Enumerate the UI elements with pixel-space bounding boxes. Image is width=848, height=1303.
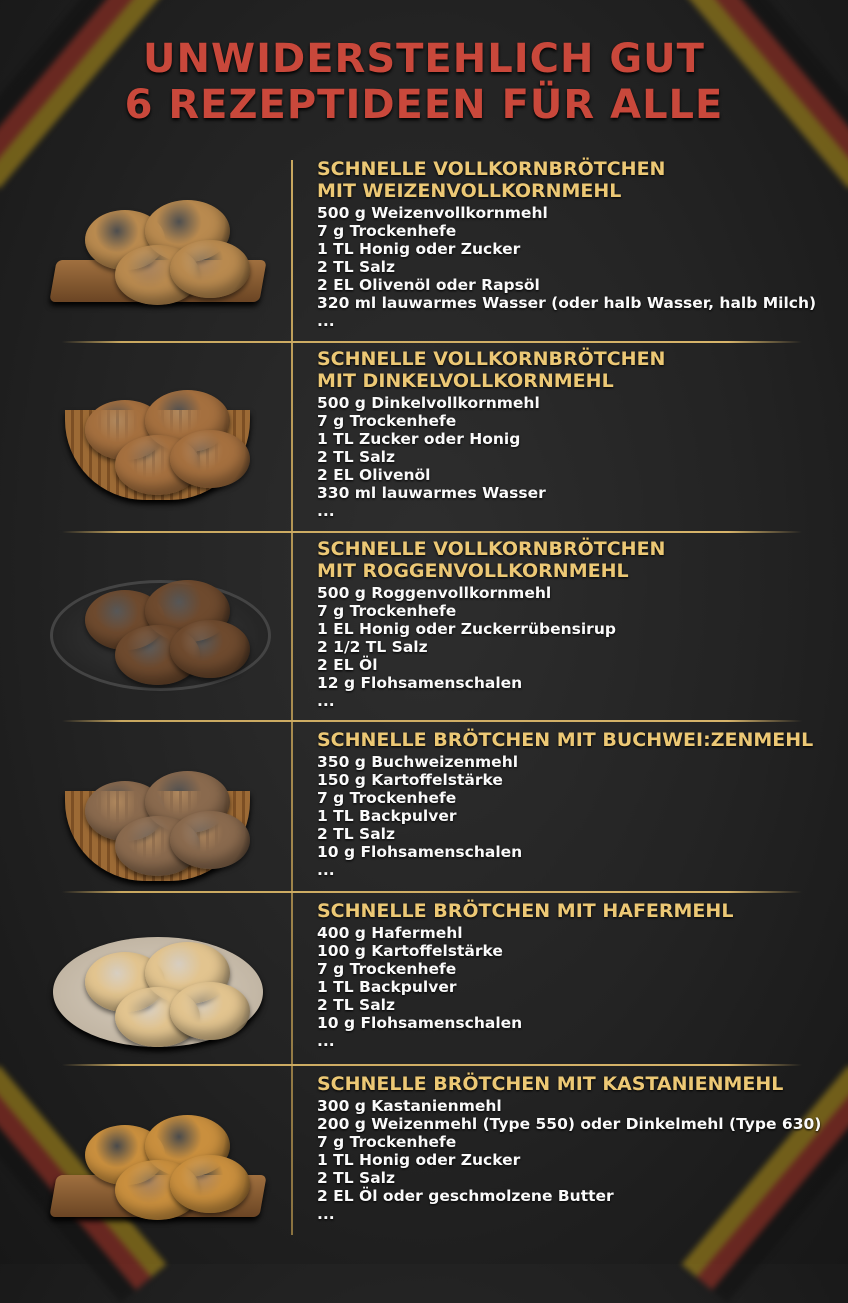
bread-roll [170, 240, 250, 298]
recipe-section [317, 900, 837, 1050]
ingredient-item: 10 g Flohsamenschalen [317, 1014, 523, 1032]
ingredient-item: 200 g Weizenmehl (Type 550) oder Dinkelmehl (Type 630) [317, 1115, 822, 1133]
ingredient-item: 2 TL Salz [317, 996, 395, 1014]
ingredient-item: ... [317, 861, 335, 879]
bread-photo [45, 350, 270, 510]
ingredient-item: 7 g Trockenhefe [317, 412, 457, 430]
ingredient-item: ... [317, 502, 335, 520]
ingredient-item: 7 g Trockenhefe [317, 1133, 457, 1151]
ingredient-list [317, 1097, 837, 1223]
bread-photo [45, 1075, 270, 1235]
recipe-section [317, 538, 837, 710]
ingredient-item: 7 g Trockenhefe [317, 602, 457, 620]
bread-photo [45, 540, 270, 700]
ingredient-item: 2 TL Salz [317, 448, 395, 466]
bread-photo [45, 160, 270, 320]
ingredient-item: 500 g Dinkelvollkornmehl [317, 394, 540, 412]
recipe-heading: MIT ROGGENVOLLKORNMEHL [317, 560, 629, 582]
recipe-section [317, 348, 837, 520]
section-divider [62, 891, 802, 893]
ingredient-item: ... [317, 692, 335, 710]
bread-roll [170, 430, 250, 488]
ingredient-list [317, 394, 837, 520]
ingredient-item: 1 TL Zucker oder Honig [317, 430, 521, 448]
ingredient-item: 7 g Trockenhefe [317, 960, 457, 978]
ingredient-item: ... [317, 1032, 335, 1050]
ingredient-item: 2 TL Salz [317, 258, 395, 276]
section-divider [62, 1064, 802, 1066]
bread-photo [45, 731, 270, 891]
bread-photo [45, 902, 270, 1062]
ingredient-item: 2 EL Öl oder geschmolzene Butter [317, 1187, 614, 1205]
ingredient-item: 300 g Kastanienmehl [317, 1097, 502, 1115]
ingredient-item: 400 g Hafermehl [317, 924, 463, 942]
ingredient-item: 2 1/2 TL Salz [317, 638, 428, 656]
ingredient-item: 350 g Buchweizenmehl [317, 753, 519, 771]
section-divider [62, 531, 802, 533]
recipe-heading: SCHNELLE BRÖTCHEN MIT BUCHWEI:ZENMEHL [317, 729, 814, 751]
poster-title-line-2: 6 REZEPTIDEEN FÜR ALLE [124, 82, 724, 128]
vertical-divider [291, 160, 293, 1235]
ingredient-item: 2 EL Öl [317, 656, 378, 674]
recipe-section [317, 1073, 837, 1223]
ingredient-item: 330 ml lauwarmes Wasser [317, 484, 546, 502]
section-divider [62, 720, 802, 722]
ingredient-item: 1 EL Honig oder Zuckerrübensirup [317, 620, 616, 638]
ingredient-item: 1 TL Backpulver [317, 807, 457, 825]
ingredient-item: 150 g Kartoffelstärke [317, 771, 503, 789]
ingredient-item: 2 TL Salz [317, 825, 395, 843]
ingredient-item: 2 EL Olivenöl [317, 466, 431, 484]
recipe-heading: SCHNELLE VOLLKORNBRÖTCHEN [317, 158, 666, 180]
ingredient-item: 12 g Flohsamenschalen [317, 674, 523, 692]
recipe-heading: SCHNELLE VOLLKORNBRÖTCHEN [317, 538, 666, 560]
poster-title-line-1: UNWIDERSTEHLICH GUT [143, 36, 705, 82]
recipe-heading: SCHNELLE BRÖTCHEN MIT HAFERMEHL [317, 900, 734, 922]
ingredient-item: 500 g Roggenvollkornmehl [317, 584, 552, 602]
ingredient-item: ... [317, 312, 335, 330]
bread-roll [170, 982, 250, 1040]
ingredient-item: 320 ml lauwarmes Wasser (oder halb Wasser, halb Milch) [317, 294, 817, 312]
recipe-heading: SCHNELLE BRÖTCHEN MIT KASTANIENMEHL [317, 1073, 784, 1095]
ingredient-item: 7 g Trockenhefe [317, 222, 457, 240]
ingredient-item: ... [317, 1205, 335, 1223]
section-divider [62, 341, 802, 343]
bread-roll [170, 620, 250, 678]
ingredient-item: 1 TL Honig oder Zucker [317, 1151, 521, 1169]
ingredient-item: 500 g Weizenvollkornmehl [317, 204, 548, 222]
ingredient-item: 1 TL Backpulver [317, 978, 457, 996]
ingredient-list [317, 753, 837, 879]
ingredient-item: 1 TL Honig oder Zucker [317, 240, 521, 258]
recipe-section [317, 158, 837, 330]
ingredient-item: 2 EL Olivenöl oder Rapsöl [317, 276, 540, 294]
recipe-section [317, 729, 837, 879]
bread-roll [170, 811, 250, 869]
ingredient-list [317, 584, 837, 710]
recipe-heading: MIT DINKELVOLLKORNMEHL [317, 370, 614, 392]
recipe-heading: MIT WEIZENVOLLKORNMEHL [317, 180, 622, 202]
recipe-heading: SCHNELLE VOLLKORNBRÖTCHEN [317, 348, 666, 370]
ingredient-list [317, 204, 837, 330]
ingredient-item: 10 g Flohsamenschalen [317, 843, 523, 861]
ingredient-item: 2 TL Salz [317, 1169, 395, 1187]
ingredient-list [317, 924, 837, 1050]
ingredient-item: 7 g Trockenhefe [317, 789, 457, 807]
ingredient-item: 100 g Kartoffelstärke [317, 942, 503, 960]
bread-roll [170, 1155, 250, 1213]
